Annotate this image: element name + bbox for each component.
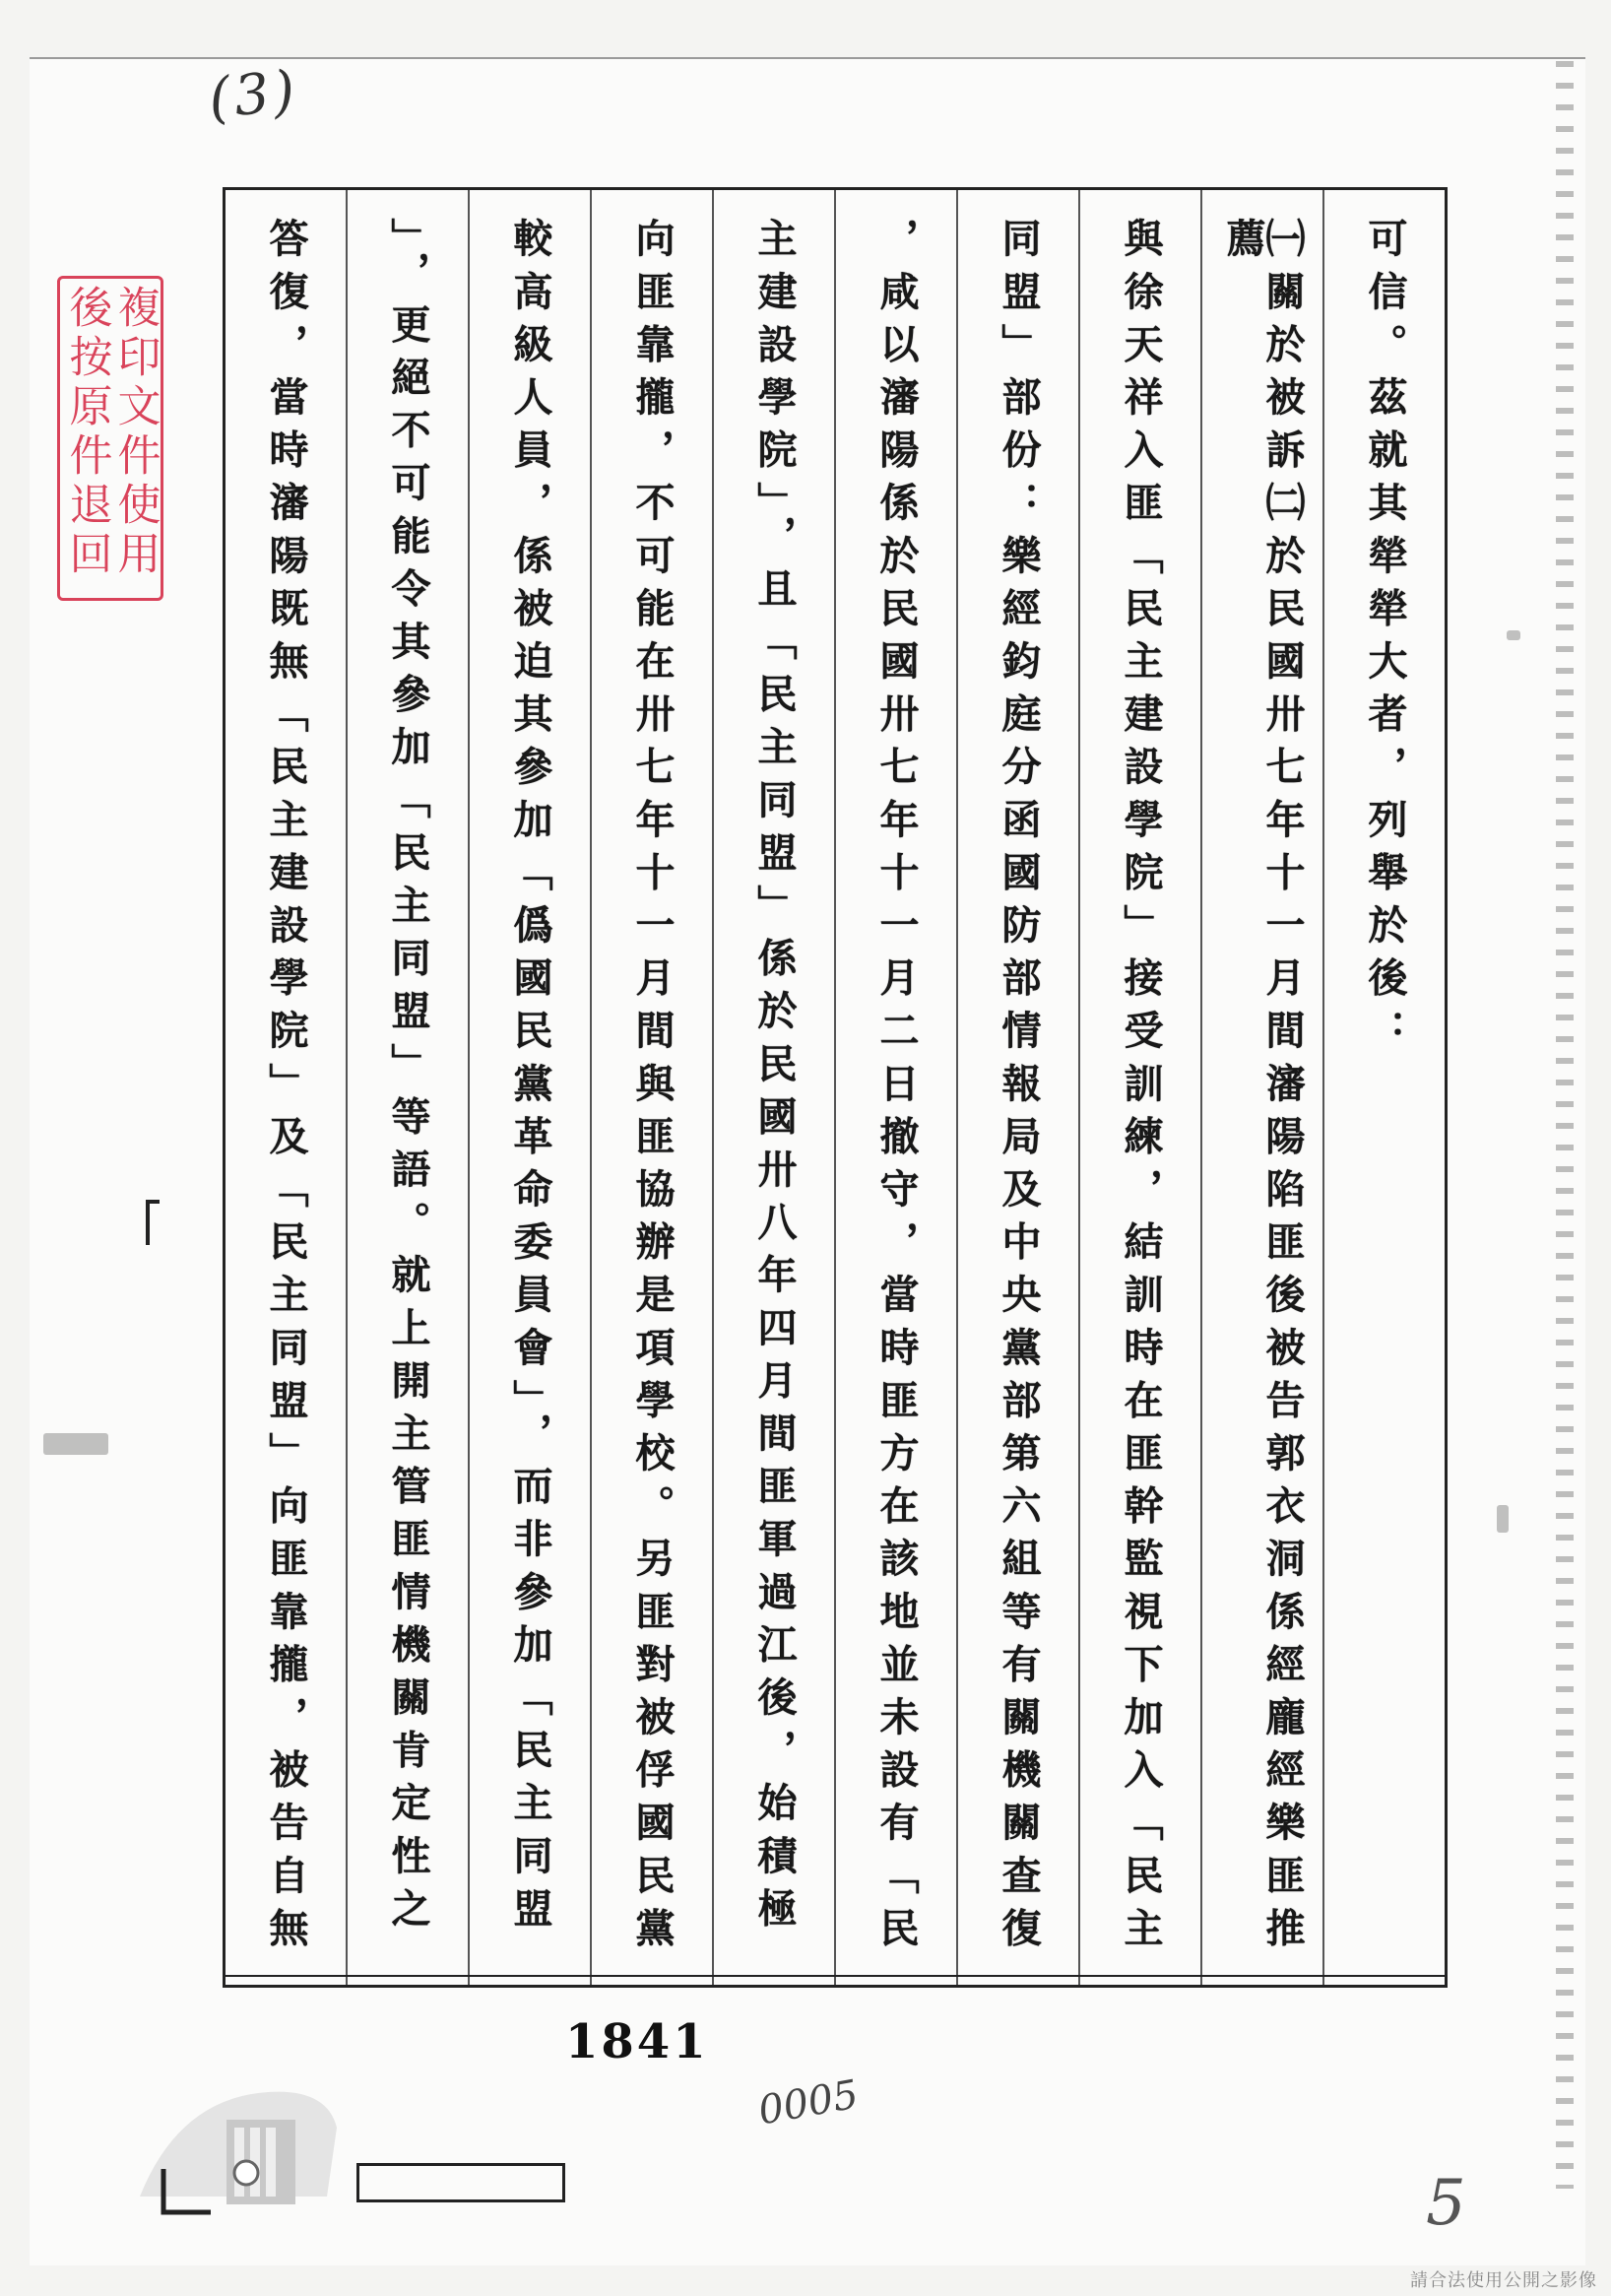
scan-edge-artifact xyxy=(1556,61,1574,2189)
handwritten-archive-number: 0005 xyxy=(754,2071,863,2134)
text-column xyxy=(834,190,956,1985)
text-column xyxy=(468,190,590,1985)
handwritten-top-mark: (3) xyxy=(205,58,302,132)
text-column xyxy=(1322,190,1445,1985)
text-line: 與徐天祥入匪「民主建設學院」接受訓練，結訓時在匪幹監視下加入「民主 xyxy=(1118,218,1164,1960)
text-columns xyxy=(226,190,1445,1985)
text-line: 向匪靠攏，不可能在卅七年十一月間與匪協辦是項學校。另匪對被俘國民黨 xyxy=(629,218,676,1960)
text-line: 主建設學院」，且「民主同盟」係於民國卅八年四月間匪軍過江後，始積極 xyxy=(751,218,798,1940)
scan-smudge xyxy=(1497,1505,1509,1533)
scan-smudge xyxy=(1507,630,1520,640)
text-line: ㈠關於被訴㈡於民國卅七年十一月間瀋陽陷匪後被告郭衣洞係經龐經樂匪推薦 xyxy=(1220,218,1306,1960)
text-column xyxy=(1078,190,1200,1985)
text-column xyxy=(226,190,346,1985)
text-line: 可信。茲就其犖犖大者，列舉於後： xyxy=(1362,218,1408,1063)
text-line: 答復，當時瀋陽既無「民主建設學院」及「民主同盟」向匪靠攏，被告自無 xyxy=(263,218,309,1960)
page-number: 1841 xyxy=(565,2014,709,2069)
handwritten-corner-mark: 5 xyxy=(1426,2167,1466,2240)
scan-smudge xyxy=(43,1433,108,1455)
text-column xyxy=(1200,190,1322,1985)
text-column xyxy=(956,190,1078,1985)
copy-use-stamp xyxy=(57,276,163,601)
vertical-text-frame xyxy=(223,187,1448,1988)
text-line: ，咸以瀋陽係於民國卅七年十一月二日撤守，當時匪方在該地並未設有「民 xyxy=(873,218,920,1960)
margin-bracket-mark xyxy=(146,1200,160,1245)
stamp-column-1: 複印文件使用 xyxy=(109,285,161,580)
text-column xyxy=(712,190,834,1985)
text-line: 同盟」部份：樂經鈞庭分函國防部情報局及中央黨部第六組等有關機關查復 xyxy=(996,218,1042,1960)
text-column xyxy=(590,190,712,1985)
text-line: 較高級人員，係被迫其參加「僞國民黨革命委員會」，而非參加「民主同盟 xyxy=(507,218,553,1940)
barcode-frame xyxy=(356,2163,565,2202)
usage-notice: 請合法使用公開之影像 xyxy=(1410,2270,1597,2291)
archive-logo-watermark xyxy=(120,2078,345,2226)
stamp-column-2: 後按原件退回 xyxy=(61,285,112,580)
text-line: 」，更絕不可能令其參加「民主同盟」等語。就上開主管匪情機關肯定性之 xyxy=(385,218,431,1940)
text-column xyxy=(346,190,468,1985)
